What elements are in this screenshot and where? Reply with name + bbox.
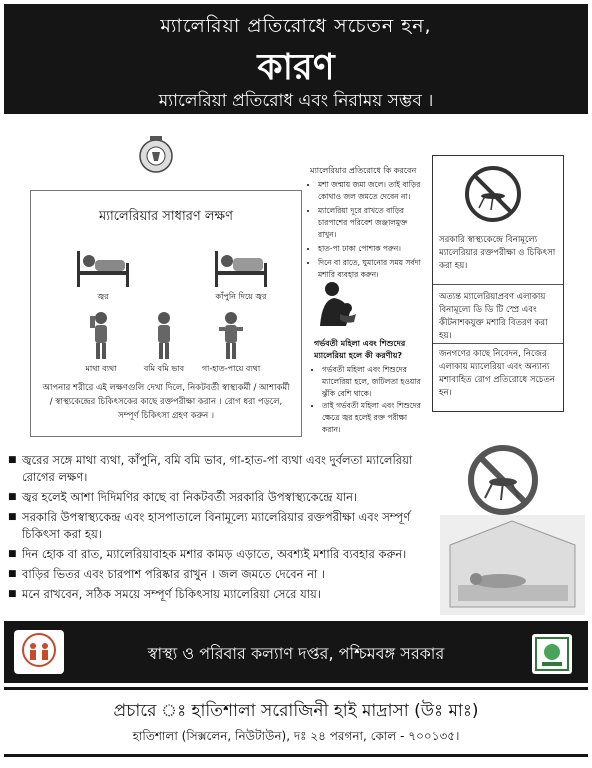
header-banner [4,4,588,114]
header-line-2: কারণ [257,47,335,88]
fever-person-in-bed-icon [73,243,133,289]
department-banner [4,621,588,683]
list-item: ■ মনে রাখবেন, সঠিক সময়ে সম্পূর্ণ চিকিৎসায় ম্যালেরিয়া সেরে যায়। [8,586,448,603]
headache-person-icon [86,311,116,361]
caption-nausea: বমি বমি ভাব [143,364,185,373]
nausea-person-icon [149,311,179,361]
prevention-item: • হাত-পা ঢাকা পোশাক পরুন। [318,243,425,255]
promoter-name: প্রচারে ঃ হাতিশালা সরোজিনী হাই মাদ্রাসা (উঃ মাঃ) [113,701,479,721]
list-item: ■ জ্বরের সঙ্গে মাথা ব্যথা, কাঁপুনি, বমি বমি ভাব, গা-হাত-পা ব্যথা এবং দুর্বলতা ম্যালেরিয়া রোগের লক্ষণ। [8,452,448,486]
promoter-address: হাতিশালা (সিক্সলেন, নিউটাউন), দঃ ২৪ পরগনা, কোল - ৭০০১৩৫। [132,729,460,743]
symptoms-box [30,190,302,437]
prevention-item: • দিনে বা রাতে, ঘুমানোর সময় সর্বদা মশারি ব্যবহার করুন। [318,257,425,281]
mosquito-net-illustration [440,515,585,615]
chills-person-in-bed-icon [211,243,271,289]
caption-body-ache: গা-হাত-পায়ে ব্যথা [201,364,261,373]
key-messages-list [8,452,448,606]
list-item: ■ সরকারি উপস্বাস্থ্যকেন্দ্র এবং হাসপাতালে বিনামূল্যে ম্যালেরিয়ার রক্তপরীক্ষা এবং সম্পূর্ণ চিকিৎসা করা হয়। [8,509,448,543]
no-mosquito-icon [463,164,523,224]
pregnant-item: • তাই গর্ভবতী মহিলা এবং শিশুদের ক্ষেত্রে জ্বর হলেই রক্ত পরীক্ষা করান। [322,400,426,436]
info-box [432,155,564,412]
prevention-section [310,165,425,283]
symptoms-title: ম্যালেরিয়ার সাধারণ লক্ষণ [99,209,233,224]
national-health-mission-logo [14,630,64,674]
body-ache-person-icon [216,311,246,361]
prevention-heading: ম্যালেরিয়ার প্রতিরোধে কি করবেন [310,166,417,175]
header-line-1: ম্যালেরিয়া প্রতিরোধে সচেতন হন, [160,15,432,37]
list-item: ■ জ্বর হলেই আশা দিদিমণির কাছে বা নিকটবর্তী সরকারি উপস্বাস্থ্যকেন্দ্রে যান। [8,489,448,506]
header-line-3: ম্যালেরিয়া প্রতিরোধ এবং নিরাময় সম্ভব । [158,91,434,111]
info-public-appeal: জনগণের কাছে নিবেদন, নিজের এলাকায় ম্যালেরিয়া এবং অন্যান্য মশাবাহিত রোগ প্রতিরোধে সচেতন হন। [439,349,555,398]
pregnant-heading: গর্ভবতী মহিলা এবং শিশুদের ম্যালেরিয়া হলে কী করণীয়? [314,339,406,360]
health-department-logo [532,634,572,674]
symptoms-note: আপনার শরীরে এই লক্ষণগুলি দেখা দিলে, নিকটবর্তী স্বাস্থ্যকর্মী / আশাকর্মী / স্বাস্থ্যকেন্দ্রের চিকিৎসকের কাছে রক্তপরীক্ষা করান । রোগ ধরা পড়লে, সম্পূর্ণ চিকিৎসা গ্রহণ করুন । [42,383,290,421]
caption-fever: জ্বর [97,292,109,301]
prevention-item: • মশা জন্মায় জমা জলে। তাই বাড়ির কোথাও জল জমতে দেবেন না। [318,179,425,203]
list-item: ■ বাড়ির ভিতর এবং চারপাশ পরিষ্কার রাখুন । জল জমতে দেবেন না । [8,566,448,583]
list-item: ■ দিন হোক বা রাত, ম্যালেরিয়াবাহক মশার কামড় এড়াতে, অবশ্যই মশারি ব্যবহার করুন। [8,546,448,563]
state-emblem-icon [137,134,175,180]
promoter-banner [4,687,588,757]
no-mosquito-large-icon [465,442,541,518]
pregnant-section [314,338,426,436]
pregnant-item: • গর্ভবতী মহিলা এবং শিশুদের ম্যালেরিয়া হলে, জটিলতা হওয়ার ঝুঁকি বেশি থাকে। [322,364,426,400]
info-free-test: সরকারি স্বাস্থ্যকেন্দ্রে বিনামূল্যে ম্যালেরিয়ার রক্তপরীক্ষা ও চিকিৎসা করা হয়। [439,235,556,271]
mother-and-child-icon [316,280,362,328]
divider [433,284,563,285]
caption-chills: কাঁপুনি দিয়ে জ্বর [215,292,267,301]
caption-headache: মাথা ব্যথা [85,364,117,373]
department-name: স্বাস্থ্য ও পরিবার কল্যাণ দপ্তর, পশ্চিমবঙ্গ সরকার [147,644,445,663]
info-ddt-spray: অত্যন্ত ম্যালেরিয়াপ্রবণ এলাকায় বিনামূল্যে ডি ডি টি স্প্রে এবং কীটনাশকযুক্ত মশারি বিতরণ করা হয়। [439,292,548,341]
prevention-item: • ম্যালেরিয়া দূরে রাখতে বাড়ির চারপাশের পরিবেশ জঞ্জালমুক্ত রাখুন। [318,205,425,241]
divider [433,343,563,344]
